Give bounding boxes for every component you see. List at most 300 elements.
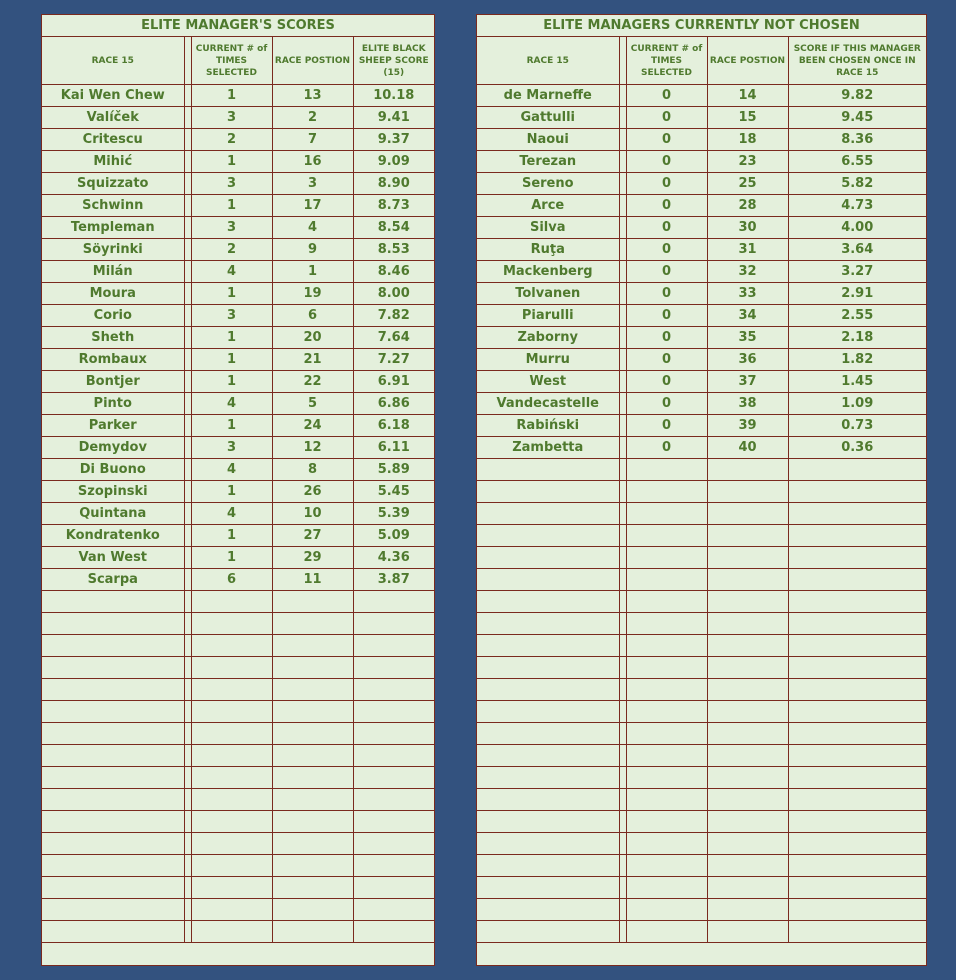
score-cell [353, 591, 434, 613]
score-cell: 6.11 [353, 437, 434, 459]
col-gap [184, 37, 191, 85]
gap-cell [184, 745, 191, 767]
times-selected-cell [191, 591, 272, 613]
race-position-cell [272, 899, 353, 921]
gap-cell [184, 305, 191, 327]
table-row [477, 437, 926, 459]
times-selected-cell: 6 [191, 569, 272, 591]
table-row [42, 283, 434, 305]
race-position-cell: 18 [707, 129, 788, 151]
gap-cell [619, 547, 626, 569]
gap-cell [184, 283, 191, 305]
race-position-cell [272, 591, 353, 613]
score-cell [788, 679, 926, 701]
score-cell: 5.89 [353, 459, 434, 481]
manager-name-cell [42, 701, 184, 723]
col-header-race: RACE 15 [477, 37, 619, 85]
gap-cell [184, 393, 191, 415]
manager-name-cell [42, 635, 184, 657]
gap-cell [619, 349, 626, 371]
table-row [42, 393, 434, 415]
table-row [477, 129, 926, 151]
times-selected-cell [191, 833, 272, 855]
times-selected-cell: 0 [626, 217, 707, 239]
manager-name-cell: Sereno [477, 173, 619, 195]
score-cell [788, 789, 926, 811]
score-cell [353, 767, 434, 789]
score-cell [788, 481, 926, 503]
race-position-cell: 22 [272, 371, 353, 393]
table-row [42, 239, 434, 261]
empty-row [477, 811, 926, 833]
gap-cell [619, 195, 626, 217]
gap-cell [184, 525, 191, 547]
times-selected-cell [626, 877, 707, 899]
manager-name-cell [477, 591, 619, 613]
times-selected-cell [191, 855, 272, 877]
gap-cell [184, 657, 191, 679]
gap-cell [184, 547, 191, 569]
race-position-cell: 40 [707, 437, 788, 459]
col-gap [619, 37, 626, 85]
manager-name-cell: Moura [42, 283, 184, 305]
race-position-cell [272, 679, 353, 701]
score-cell [788, 459, 926, 481]
gap-cell [619, 129, 626, 151]
gap-cell [619, 239, 626, 261]
score-cell [788, 811, 926, 833]
gap-cell [619, 525, 626, 547]
score-cell [788, 877, 926, 899]
elite-scores-panel [41, 14, 435, 966]
score-cell: 6.86 [353, 393, 434, 415]
table-row [42, 217, 434, 239]
race-position-cell [272, 921, 353, 943]
score-cell: 8.90 [353, 173, 434, 195]
times-selected-cell: 4 [191, 261, 272, 283]
manager-name-cell: Critescu [42, 129, 184, 151]
score-cell: 10.18 [353, 85, 434, 107]
times-selected-cell [626, 723, 707, 745]
race-position-cell [707, 701, 788, 723]
race-position-cell [707, 525, 788, 547]
score-cell [788, 569, 926, 591]
times-selected-cell: 1 [191, 371, 272, 393]
times-selected-cell: 0 [626, 437, 707, 459]
empty-row [42, 811, 434, 833]
table-row [477, 195, 926, 217]
gap-cell [184, 811, 191, 833]
score-cell: 5.82 [788, 173, 926, 195]
empty-row [477, 745, 926, 767]
score-cell: 3.64 [788, 239, 926, 261]
times-selected-cell [626, 855, 707, 877]
gap-cell [184, 679, 191, 701]
race-position-cell: 38 [707, 393, 788, 415]
manager-name-cell [477, 569, 619, 591]
score-cell [353, 789, 434, 811]
times-selected-cell [191, 679, 272, 701]
score-cell [788, 657, 926, 679]
empty-row [477, 767, 926, 789]
empty-row [42, 767, 434, 789]
manager-name-cell [477, 767, 619, 789]
race-position-cell: 32 [707, 261, 788, 283]
times-selected-cell [626, 635, 707, 657]
manager-name-cell [477, 745, 619, 767]
times-selected-cell: 0 [626, 371, 707, 393]
manager-name-cell [42, 877, 184, 899]
manager-name-cell [477, 811, 619, 833]
score-cell: 4.00 [788, 217, 926, 239]
manager-name-cell [42, 833, 184, 855]
race-position-cell: 39 [707, 415, 788, 437]
times-selected-cell: 1 [191, 349, 272, 371]
race-position-cell [272, 789, 353, 811]
gap-cell [184, 107, 191, 129]
panel-title: ELITE MANAGER'S SCORES [42, 15, 434, 37]
times-selected-cell [626, 811, 707, 833]
times-selected-cell: 0 [626, 327, 707, 349]
score-cell: 9.41 [353, 107, 434, 129]
empty-row [477, 921, 926, 943]
race-position-cell: 11 [272, 569, 353, 591]
race-position-cell: 1 [272, 261, 353, 283]
gap-cell [184, 921, 191, 943]
score-cell [353, 899, 434, 921]
times-selected-cell: 3 [191, 437, 272, 459]
table-row [42, 129, 434, 151]
gap-cell [619, 701, 626, 723]
empty-row [477, 657, 926, 679]
manager-name-cell: Kondratenko [42, 525, 184, 547]
times-selected-cell: 3 [191, 107, 272, 129]
race-position-cell [707, 591, 788, 613]
score-cell [788, 591, 926, 613]
race-position-cell: 7 [272, 129, 353, 151]
gap-cell [184, 371, 191, 393]
score-cell [788, 613, 926, 635]
score-cell: 5.39 [353, 503, 434, 525]
gap-cell [184, 613, 191, 635]
manager-name-cell [477, 899, 619, 921]
empty-row [477, 459, 926, 481]
race-position-cell [707, 789, 788, 811]
gap-cell [184, 327, 191, 349]
score-cell [788, 547, 926, 569]
times-selected-cell [191, 921, 272, 943]
gap-cell [184, 701, 191, 723]
manager-name-cell [42, 657, 184, 679]
manager-name-cell: Templeman [42, 217, 184, 239]
score-cell: 7.82 [353, 305, 434, 327]
manager-name-cell [42, 745, 184, 767]
gap-cell [619, 877, 626, 899]
score-cell: 1.45 [788, 371, 926, 393]
gap-cell [619, 107, 626, 129]
manager-name-cell: Piarulli [477, 305, 619, 327]
gap-cell [184, 173, 191, 195]
empty-row [42, 789, 434, 811]
race-position-cell: 27 [272, 525, 353, 547]
manager-name-cell: Szopinski [42, 481, 184, 503]
times-selected-cell: 0 [626, 349, 707, 371]
times-selected-cell: 0 [626, 195, 707, 217]
manager-name-cell [477, 525, 619, 547]
table-row [42, 459, 434, 481]
manager-name-cell [42, 855, 184, 877]
times-selected-cell [626, 459, 707, 481]
score-cell [788, 767, 926, 789]
race-position-cell [272, 613, 353, 635]
empty-row [477, 723, 926, 745]
gap-cell [184, 129, 191, 151]
race-position-cell [707, 745, 788, 767]
race-position-cell [707, 635, 788, 657]
table-row [477, 305, 926, 327]
empty-row [42, 833, 434, 855]
race-position-cell [707, 481, 788, 503]
times-selected-cell [191, 657, 272, 679]
times-selected-cell: 0 [626, 415, 707, 437]
gap-cell [184, 899, 191, 921]
gap-cell [619, 613, 626, 635]
score-cell [788, 525, 926, 547]
manager-name-cell: Van West [42, 547, 184, 569]
gap-cell [619, 393, 626, 415]
elite-scores-table [42, 37, 434, 943]
score-cell [353, 745, 434, 767]
manager-name-cell [42, 679, 184, 701]
race-position-cell [272, 833, 353, 855]
race-position-cell: 6 [272, 305, 353, 327]
race-position-cell [707, 811, 788, 833]
gap-cell [619, 327, 626, 349]
empty-row [42, 613, 434, 635]
manager-name-cell: Schwinn [42, 195, 184, 217]
manager-name-cell: Parker [42, 415, 184, 437]
times-selected-cell [191, 613, 272, 635]
manager-name-cell: Corio [42, 305, 184, 327]
empty-row [477, 789, 926, 811]
times-selected-cell [626, 789, 707, 811]
manager-name-cell [42, 613, 184, 635]
times-selected-cell [191, 789, 272, 811]
gap-cell [619, 415, 626, 437]
race-position-cell [707, 657, 788, 679]
table-row [477, 151, 926, 173]
race-position-cell: 19 [272, 283, 353, 305]
times-selected-cell: 0 [626, 85, 707, 107]
header-row [477, 37, 926, 85]
empty-row [477, 701, 926, 723]
times-selected-cell: 1 [191, 547, 272, 569]
times-selected-cell [626, 613, 707, 635]
manager-name-cell [42, 767, 184, 789]
gap-cell [184, 591, 191, 613]
score-cell: 5.45 [353, 481, 434, 503]
gap-cell [184, 195, 191, 217]
times-selected-cell: 1 [191, 415, 272, 437]
times-selected-cell: 2 [191, 239, 272, 261]
manager-name-cell [477, 877, 619, 899]
manager-name-cell: Mackenberg [477, 261, 619, 283]
score-cell: 6.18 [353, 415, 434, 437]
times-selected-cell: 3 [191, 217, 272, 239]
table-row [477, 371, 926, 393]
manager-name-cell [42, 591, 184, 613]
times-selected-cell: 0 [626, 151, 707, 173]
gap-cell [184, 833, 191, 855]
manager-name-cell [477, 547, 619, 569]
table-row [42, 371, 434, 393]
gap-cell [619, 811, 626, 833]
race-position-cell: 4 [272, 217, 353, 239]
col-header-score: ELITE BLACK SHEEP SCORE (15) [353, 37, 434, 85]
times-selected-cell: 1 [191, 283, 272, 305]
manager-name-cell [477, 855, 619, 877]
race-position-cell: 20 [272, 327, 353, 349]
not-chosen-body [477, 85, 926, 943]
gap-cell [619, 371, 626, 393]
times-selected-cell: 3 [191, 173, 272, 195]
empty-row [42, 855, 434, 877]
manager-name-cell: Di Buono [42, 459, 184, 481]
score-cell: 9.45 [788, 107, 926, 129]
score-cell: 6.91 [353, 371, 434, 393]
gap-cell [619, 833, 626, 855]
manager-name-cell: Vandecastelle [477, 393, 619, 415]
table-row [477, 283, 926, 305]
manager-name-cell: Scarpa [42, 569, 184, 591]
table-row [42, 151, 434, 173]
manager-name-cell [42, 789, 184, 811]
manager-name-cell: Mihić [42, 151, 184, 173]
race-position-cell: 31 [707, 239, 788, 261]
gap-cell [619, 261, 626, 283]
manager-name-cell: Söyrinki [42, 239, 184, 261]
score-cell: 0.36 [788, 437, 926, 459]
empty-row [42, 657, 434, 679]
empty-row [42, 745, 434, 767]
times-selected-cell: 1 [191, 481, 272, 503]
score-cell [788, 833, 926, 855]
times-selected-cell [626, 899, 707, 921]
manager-name-cell [42, 811, 184, 833]
race-position-cell [707, 459, 788, 481]
times-selected-cell [191, 745, 272, 767]
table-row [477, 239, 926, 261]
manager-name-cell: Zambetta [477, 437, 619, 459]
race-position-cell [707, 833, 788, 855]
race-position-cell: 3 [272, 173, 353, 195]
empty-row [42, 877, 434, 899]
times-selected-cell: 1 [191, 151, 272, 173]
gap-cell [619, 591, 626, 613]
col-header-times-selected: CURRENT # of TIMES SELECTED [626, 37, 707, 85]
gap-cell [619, 459, 626, 481]
race-position-cell: 29 [272, 547, 353, 569]
race-position-cell [272, 877, 353, 899]
race-position-cell [707, 547, 788, 569]
score-cell: 2.91 [788, 283, 926, 305]
empty-row [477, 481, 926, 503]
race-position-cell [272, 657, 353, 679]
not-chosen-panel [476, 14, 927, 966]
score-cell: 8.53 [353, 239, 434, 261]
score-cell [353, 833, 434, 855]
times-selected-cell: 0 [626, 393, 707, 415]
score-cell [788, 701, 926, 723]
times-selected-cell [191, 635, 272, 657]
race-position-cell: 30 [707, 217, 788, 239]
manager-name-cell: Silva [477, 217, 619, 239]
times-selected-cell [626, 569, 707, 591]
table-row [42, 195, 434, 217]
times-selected-cell [626, 591, 707, 613]
table-row [42, 481, 434, 503]
gap-cell [619, 635, 626, 657]
empty-row [477, 877, 926, 899]
manager-name-cell: Kai Wen Chew [42, 85, 184, 107]
gap-cell [619, 899, 626, 921]
race-position-cell [707, 723, 788, 745]
gap-cell [619, 855, 626, 877]
race-position-cell: 10 [272, 503, 353, 525]
times-selected-cell [191, 701, 272, 723]
score-cell [788, 745, 926, 767]
manager-name-cell: Naoui [477, 129, 619, 151]
times-selected-cell: 4 [191, 503, 272, 525]
empty-row [477, 503, 926, 525]
score-cell [788, 921, 926, 943]
empty-row [477, 855, 926, 877]
table-row [42, 305, 434, 327]
race-position-cell: 5 [272, 393, 353, 415]
times-selected-cell [626, 679, 707, 701]
manager-name-cell [477, 481, 619, 503]
score-cell [353, 657, 434, 679]
score-cell [353, 855, 434, 877]
score-cell: 8.73 [353, 195, 434, 217]
score-cell: 8.54 [353, 217, 434, 239]
race-position-cell [707, 877, 788, 899]
manager-name-cell [42, 899, 184, 921]
table-row [42, 173, 434, 195]
race-position-cell [707, 679, 788, 701]
score-cell [353, 679, 434, 701]
gap-cell [619, 151, 626, 173]
score-cell: 3.87 [353, 569, 434, 591]
score-cell: 6.55 [788, 151, 926, 173]
panel-title: ELITE MANAGERS CURRENTLY NOT CHOSEN [477, 15, 926, 37]
manager-name-cell: Pinto [42, 393, 184, 415]
empty-row [42, 701, 434, 723]
score-cell [788, 723, 926, 745]
race-position-cell [272, 635, 353, 657]
race-position-cell: 37 [707, 371, 788, 393]
times-selected-cell [191, 723, 272, 745]
table-row [477, 349, 926, 371]
race-position-cell: 24 [272, 415, 353, 437]
score-cell: 8.00 [353, 283, 434, 305]
times-selected-cell [626, 701, 707, 723]
race-position-cell: 28 [707, 195, 788, 217]
race-position-cell: 17 [272, 195, 353, 217]
gap-cell [184, 349, 191, 371]
times-selected-cell [626, 503, 707, 525]
manager-name-cell: Gattulli [477, 107, 619, 129]
